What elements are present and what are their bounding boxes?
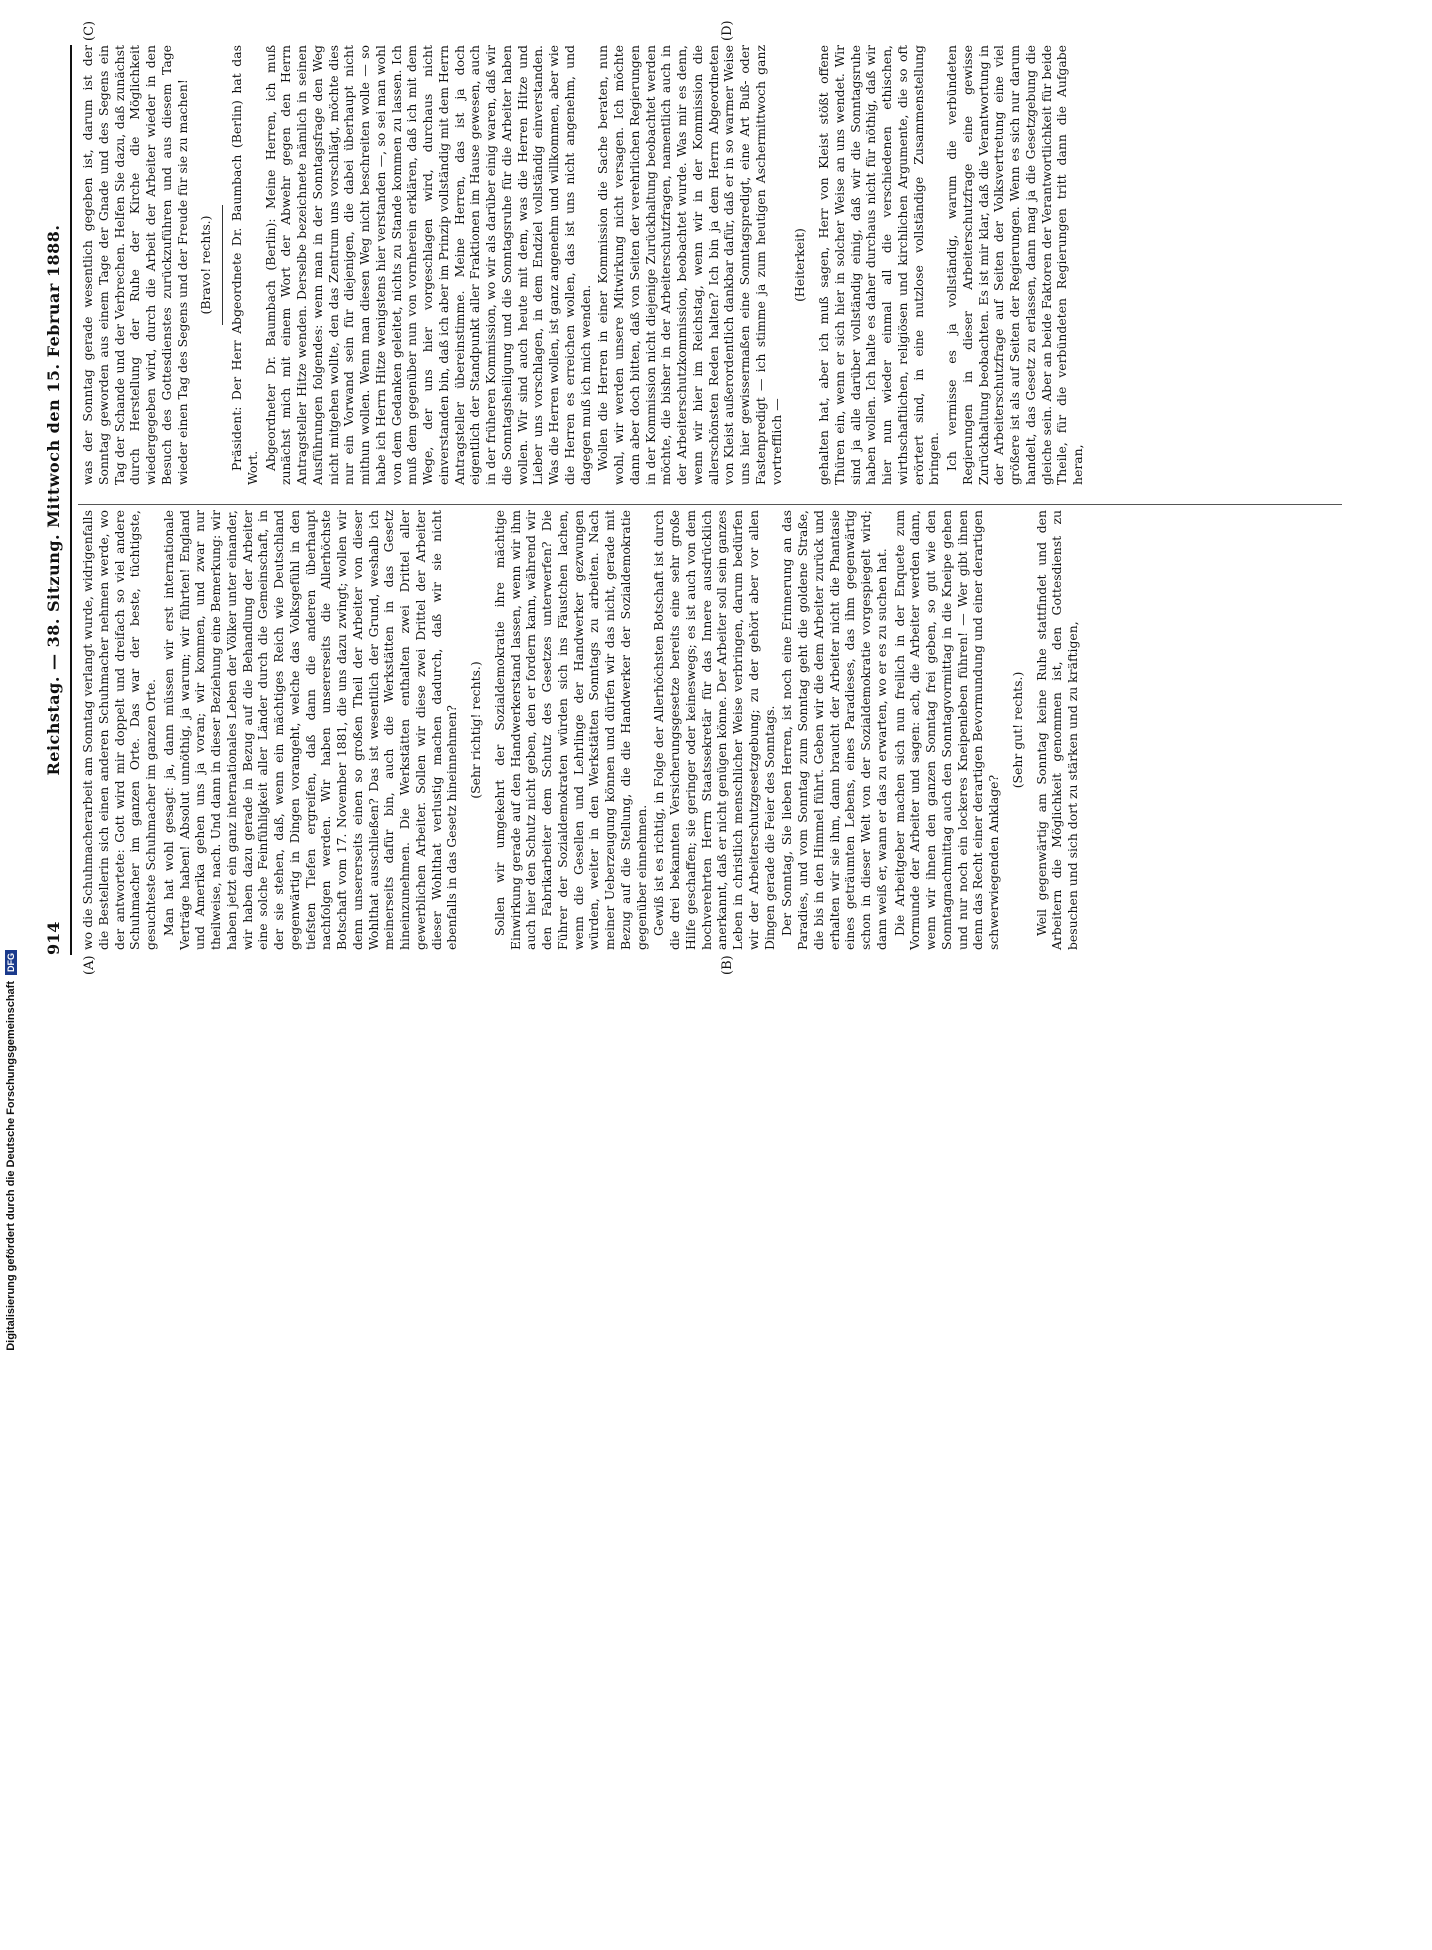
paragraph: Sollen wir umgekehrt der Sozialdemokratie ihre mächtige Einwirkung gerade auf den Handwerkerstand lassen, wenn wir ihm auch hier den Schutz nicht geben, den er fordern kann, während wir den Fabrikarbeiter dem Schutz des Gesetzes unterwerfen? Die Führer der Sozialdemokraten würden sich ins Fäustchen lachen, wenn die Gesellen und Lehrlinge der Handwerker gezwungen würden, weiter in den Werkstätten Sonntags zu arbeiten. Nach meiner Ueberzeugung können und dürfen wir das nicht, gerade mit Bezug auf die Stellung, die die Handwerker der Sozialdemokratie gegenüber einnehmen. <box>491 510 649 950</box>
digitization-sidebar <box>0 0 22 1351</box>
applause-note: (Sehr richtig! rechts.) <box>468 661 483 799</box>
laughter-note: (Heiterkeit) <box>792 228 808 302</box>
paragraph: gehalten hat, aber ich muß sagen, Herr von Kleist stößt offene Thüren ein, wenn er sich hier in solcher Weise an uns wendet. Wir sind ja alle darüber vollständig einig, daß wir die Sonntagsruhe haben wollen. Ich halte es daher durchaus nicht für nöthig, daß wir hier nun wieder einmal all die verschiedenen ethischen, wirthschaftlichen, religiösen und kirchlichen Argumente, die so oft erörtert sind, in eine nutzlose vollständige Zusammenstellung bringen. <box>816 45 942 485</box>
applause-note: (Sehr gut! rechts.) <box>1009 671 1025 789</box>
paragraph: Gewiß ist es richtig, in Folge der Allerhöchsten Botschaft ist durch die drei bekannten Versicherungsgesetze bereits eine sehr große Hilfe geschaffen; sie geringer oder keineswegs; es ist auch von dem hochverehrten Herrn Staatssekretär für das Innere ausdrücklich anerkannt, daß er nicht genügen könne. Der Arbeiter soll sein ganzes Leben in christlich menschlicher Weise verbringen, darum bedürfen wir der Arbeiterschutzgesetzgebung; zu der gehört aber vor allen Dingen gerade die Feier des Sonntags. <box>651 510 777 950</box>
page-number: 914 <box>43 921 63 955</box>
margin-marker-d: (D) <box>720 20 735 41</box>
dfg-logo: DFG <box>5 950 17 975</box>
section-rule <box>222 205 223 325</box>
paragraph: Der Sonntag, Sie lieben Herren, ist noch eine Erinnerung an das Paradies, und vom Sonntag zum Sonntag geht die goldene Straße, die bis in den Himmel führt. Geben wir die dem Arbeiter zurück und erhalten wir sie ihm, dann braucht der Arbeiter nicht die Phantasie eines geträumten Lebens, eines Paradieses, das ihm gegenwärtig schon in dieser Welt von der Sozialdemokratie vorgespiegelt wird; dann weiß er, wann er das zu erwarten, wo er es zu suchen hat. <box>779 510 889 950</box>
president-remark: Präsident: Der Herr Abgeordnete Dr. Baumbach (Berlin) hat das Wort. <box>229 45 260 485</box>
paragraph: Ich vermisse es ja vollständig, warum die verbündeten Regierungen in dieser Arbeiterschutzfrage eine gewisse Zurückhaltung beobachten. Es ist mir klar, daß die Verantwortung in der Arbeiterschutzfrage auf Seiten der Volksvertretung eine viel größere ist als auf Seiten der Regierungen. Wenn es sich nur darum handelt, das Gesetz zu erlassen, dann mag ja die Gesetzgebung die gleiche sein. Aber an beide Faktoren der Verantwortlichkeit für beide Theile, für die verbündeten Regierungen tritt dann die Aufgabe heran, <box>944 45 1085 485</box>
left-column <box>80 510 1083 950</box>
paragraph: Man hat wohl gesagt: ja, dann müssen wir erst internationale Verträge haben! Absolut unnöthig, ja warum; wir führten! England und Amerika gehen uns ja voran; wir kommen, und zwar nur theilweise, nach. Und dann in dieser Beziehung eine Bemerkung: wir haben jetzt ein ganz internationales Leben der Völker unter einander, wir haben dazu gerade in Bezug auf die Behandlung der Arbeiter eine solche Feinfühligkeit aller Länder durch die Gemeinschaft, in der sie stehen, daß, wenn ein mächtiges Reich wie Deutschland gegenwärtig in Dingen vorangeht, welche das Volksgefühl in den tiefsten Tiefen ergreifen, daß dann die anderen überhaupt nachfolgen werden. Wir haben unsererseits die Allerhöchste Botschaft vom 17. November 1881, die uns dazu zwingt; wollen wir denn unsererseits einen so großen Theil der Arbeiter von dieser Wohlthat ausschließen? Das ist wesentlich der Grund, weshalb ich meinerseits dafür bin, auch die Werkstätten in das Gesetz hineinzunehmen. Die Werkstätten enthalten zwei Drittel aller gewerblichen Arbeiter. Sollen wir diese zwei Drittel der Arbeiter dieser Wohlthat verlustig machen dadurch, daß wir sie nicht ebenfalls in das Gesetz hineinnehmen? <box>160 510 460 950</box>
margin-marker-c: (C) <box>82 20 97 41</box>
margin-marker-b: (B) <box>720 955 735 975</box>
paragraph: Weil gegenwärtig am Sonntag keine Ruhe stattfindet und den Arbeitern die Möglichkeit genommen ist, den Gottesdienst zu besuchen und sich dort zu stärken und zu kräftigen, <box>1033 510 1080 950</box>
column-divider <box>78 504 1342 505</box>
margin-marker-a: (A) <box>82 955 97 975</box>
digitization-notice: Digitalisierung gefördert durch die Deutsche Forschungsgemeinschaft <box>5 981 17 1351</box>
paragraph: was der Sonntag gerade wesentlich gegeben ist, darum ist der Sonntag geworden aus einem Tage der Gnade und des Segens ein Tag der Schande und der Verbrechen. Helfen Sie dazu, daß zunächst durch Herstellung der Ruhe der Kirche die Möglichkeit wiedergegeben wird, durch die Arbeit der Arbeiter wieder in den Besuch des Gottesdienstes zurückzuführen und aus diesem Tage wieder einen Tag des Segens und der Freude für sie zu machen! <box>80 45 190 485</box>
page-header <box>38 45 68 955</box>
applause-note: (Bravo! rechts.) <box>198 215 214 315</box>
header-rule <box>70 45 72 955</box>
paragraph: Abgeordneter Dr. Baumbach (Berlin): Meine Herren, ich muß zunächst mich mit einem Wort der Abwehr gegen den Herrn Antragsteller Hitze wenden. Derselbe bezeichnete nämlich in seinen Ausführungen folgendes: wenn man in der Sonntagsfrage den Weg nicht mitgehen wollte, den das Zentrum uns vorschlägt, möchte dies nur ein Vorwand sein für diejenigen, die dabei überhaupt nicht mithun wollen. Wenn man diesen Weg nicht beschreiten wolle — so habe ich Herrn Hitze wenigstens hier verstanden —, so sei man wohl von dem Gedanken geleitet, nichts zu Stande kommen zu lassen. Ich muß dem gegenüber nun von vornherein erklären, daß ich mit dem Wege, der uns hier vorgeschlagen wird, durchaus nicht einverstanden bin, daß ich aber im Prinzip vollständig mit dem Herrn Antragsteller übereinstimme. Meine Herren, das ist ja doch eigentlich der Standpunkt aller Fraktionen im Hause gewesen, auch in der früheren Kommission, wo wir als darüber einig waren, daß wir die Sonntagsheiligung und die Sonntagsruhe für die Arbeiter haben wollen. Wir sind auch heute mit dem, was die Herren Hitze und Lieber uns vorschlagen, in dem Endziel vollständig einverstanden. Was die Herren wollen, ist ganz angenehm und willkommen, aber wie die Herren es erreichen wollen, das ist uns nicht angenehm, und dagegen muß ich mich wenden. <box>262 45 593 485</box>
document-page <box>30 15 1402 985</box>
paragraph: Wollen die Herren in einer Kommission die Sache beraten, nun wohl, wir werden unsere Mitwirkung nicht versagen. Ich möchte dann aber doch bitten, daß von Seiten der verehrlichen Regierungen in der Kommission nicht diejenige Zurückhaltung beobachtet werden möchte, die bisher in der Arbeiterschutzfragen, namentlich auch in der Arbeiterschutzkommission, beobachtet wurde. Was mir es denn, wenn wir hier im Reichstag, wenn wir in der Kommission die allerschönsten Reden halten? Ich bin ja dem Herrn Abgeordneten von Kleist außerordentlich dankbar dafür, daß er in so warmer Weise uns hier gewissermaßen eine Sonntagspredigt, eine Art Buß- oder Fastenpredigt — ich stimme ja zum heutigen Aschermittwoch ganz vortrefflich — <box>595 45 784 485</box>
page-title: Reichstag. — 38. Sitzung. Mittwoch den 15. Februar 1888. <box>43 224 63 776</box>
right-column <box>80 45 1088 485</box>
paragraph: Die Arbeitgeber machen sich nun freilich in der Enquete zum Vormunde der Arbeiter und sagen: ach, die Arbeiter werden dann, wenn wir ihnen den ganzen Sonntag frei geben, so gut wie den Sonntagnachmittag auch den Sonntagvormittag in die Kneipe gehen und nur noch ein lockeres Kneipenleben führen! — Wer gibt ihnen denn das Recht einer derartigen Bevormundung und einer derartigen schwerwiegenden Anklage? <box>891 510 1001 950</box>
paragraph: wo die Schuhmacherarbeit am Sonntag verlangt wurde, widrigenfalls die Bestellerin sich einen anderen Schuhmacher nehmen werde, wo der antwortete: Gott wird mir doppelt und dreifach so viel andere Schuhmacher im ganzen Orte. Das war der beste, tüchtigste, gesuchteste Schuhmacher im ganzen Orte. <box>80 510 158 950</box>
